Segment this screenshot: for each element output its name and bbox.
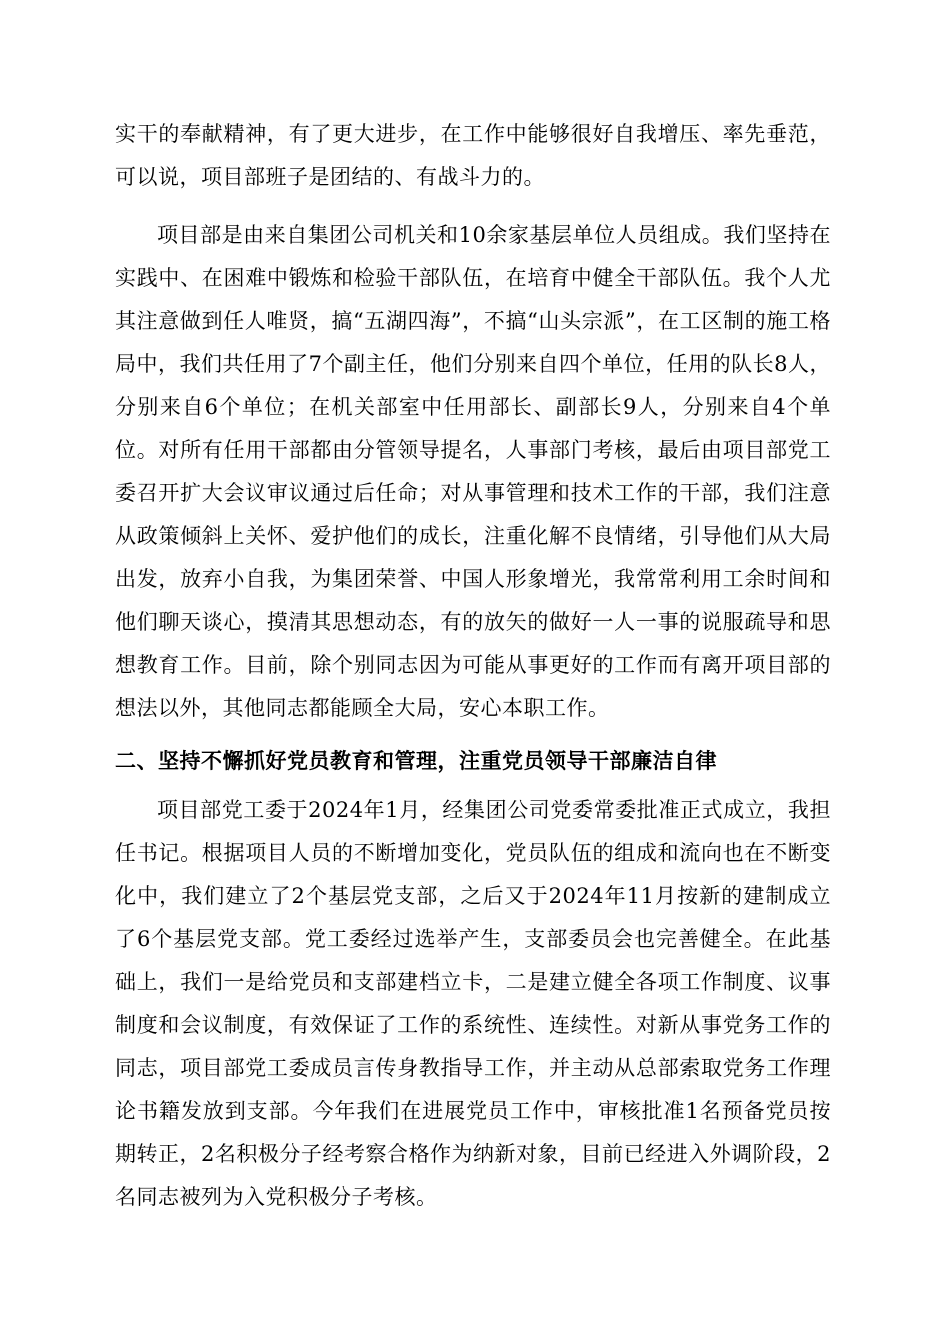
paragraph-party-work: 项目部党工委于2024年1月，经集团公司党委常委批准正式成立，我担任书记。根据项目人员的不断增加变化，党员队伍的组成和流向也在不断变化中，我们建立了2个基层党支部，之后又于2024年11月按新的建制成立了6个基层党支部。党工委经过选举产生，支部委员会也完善健全。在此基础上，我们一是给党员和支部建档立卡，二是建立健全各项工作制度、议事制度和会议制度，有效保证了工作的系统性、连续性。对新从事党务工作的同志，项目部党工委成员言传身教指导工作，并主动从总部索取党务工作理论书籍发放到支部。今年我们在进展党员工作中，审核批准1名预备党员按期转正，2名积极分子经考察合格作为纳新对象，目前已经进入外调阶段，2名同志被列为入党积极分子考核。 bbox=[115, 798, 831, 1209]
paragraph-cadre-team: 项目部是由来自集团公司机关和10余家基层单位人员组成。我们坚持在实践中、在困难中锻炼和检验干部队伍，在培育中健全干部队伍。我个人尤其注意做到任人唯贤，搞“五湖四海”，不搞“山头宗派”，在工区制的施工格局中，我们共任用了7个副主任，他们分别来自四个单位，任用的队长8人，分别来自6个单位；在机关部室中任用部长、副部长9人，分别来自4个单位。对所有任用干部都由分管领导提名，人事部门考核，最后由项目部党工委召开扩大会议审议通过后任命；对从事管理和技术工作的干部，我们注意从政策倾斜上关怀、爱护他们的成长，注重化解不良情绪，引导他们从大局出发，放弃小自我，为集团荣誉、中国人形象增光，我常常利用工余时间和他们聊天谈心，摸清其思想动态，有的放矢的做好一人一事的说服疏导和思想教育工作。目前，除个别同志因为可能从事更好的工作而有离开项目部的想法以外，其他同志都能顾全大局，安心本职工作。 bbox=[115, 223, 831, 720]
section-heading: 二、坚持不懈抓好党员教育和管理，注重党员领导干部廉洁自律 bbox=[115, 749, 717, 773]
document-body bbox=[115, 113, 831, 1229]
paragraph-continuation: 实干的奉献精神，有了更大进步，在工作中能够很好自我增压、率先垂范，可以说，项目部班子是团结的、有战斗力的。 bbox=[115, 122, 831, 189]
